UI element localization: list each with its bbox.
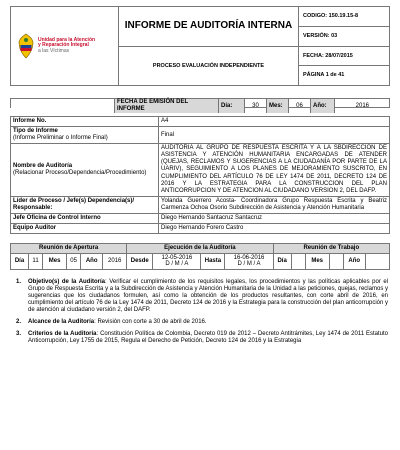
work-day [291, 254, 305, 270]
list-item: 2. Alcance de la Auditoría: Revisión con corte a 30 de abril de 2016. [16, 319, 207, 326]
work-day-label: Día [273, 254, 291, 270]
control-chief-label: Jefe Oficina de Control Interno [11, 213, 159, 223]
execution-from-label: Desde [127, 254, 153, 270]
report-number-label: Informe No. [11, 117, 159, 127]
doc-page: PÁGINA 1 de 41 [303, 72, 345, 79]
audit-name: AUDITORIA AL GRUPO DE RESPUESTA ESCRITA Y A LA SBDIRECCION DE ASISTENCIA Y ATENCIÓN HUMANITARIA ENCARGADAS DE ATENDER (QUEJAS, RECLAMOS Y SUGERENCIAS A LA CIUDADANÍA POR PARTE DE LA UARIV), SEGUIMIENTO A LOS PLANES DE MEJORAMIENTO SUSCRITO, EN CUMPLIMIENTO DEL ARTÍCULO 76 DE LEY 1474 DE 2011, DECRETO 124 DE 2016 Y LA ESTRATEGIA PARA LA CONSTRUCCION DEL PLAN ANTICORRUPCION Y DE ATENCION AL CIUDADANO VERSION 2, DEL DAFP. [159, 144, 390, 197]
table-row [11, 244, 390, 254]
report-type-label: Tipo de Informe (Informe Preliminar o Informe Final) [11, 127, 159, 144]
logo-text: Unidad para la Atención y Reparación Integral a las Víctimas [38, 36, 96, 54]
emission-day: 30 [245, 99, 267, 113]
title-cell [119, 7, 299, 85]
opening-meeting-header: Reunión de Apertura [11, 244, 127, 254]
report-info-table [10, 116, 390, 234]
document-header [10, 6, 390, 86]
opening-year-label: Año [81, 254, 103, 270]
emission-month-label: Mes: [267, 99, 289, 113]
work-meeting-header: Reunión de Trabajo [273, 244, 389, 254]
list-item: 1. Objetivo(s) de la Auditoría: Verificar el cumplimiento de los requisitos legales, los procedimientos y las políticas aplicables por el Grupo de Respuesta Escrita y a la Subdirección de Asistencia y Atención Humanitaria de la Unidad a las peticiones, quejas, reclamos y sugerencias que los ciudadanos formulen, así como la obtención de los productos resultantes, con corte abril de 2016, en cumplimiento del artículo 76 de la Ley 1474 de 2011, Decreto 124 de 2016 y la Estrategia para la construcción del plan anticorrupción y de atención al ciudadano versión 2, del DAFP. [16, 278, 388, 314]
document-title: INFORME DE AUDITORÍA INTERNA [119, 7, 298, 47]
table-row [11, 224, 390, 234]
audit-details-list [10, 279, 390, 346]
work-year-label: Año [343, 254, 365, 270]
opening-day: 11 [29, 254, 43, 270]
report-number: A4 [159, 117, 390, 127]
audit-execution-header: Ejecución de la Auditoría [127, 244, 273, 254]
emission-year-label: Año: [311, 99, 335, 113]
table-row [11, 144, 390, 197]
execution-to: 16-06-2016 D / M / A [225, 254, 273, 270]
audit-team-label: Equipo Auditor [11, 224, 159, 234]
audit-dates-table [10, 243, 390, 270]
doc-version: VERSIÓN: 03 [299, 27, 389, 47]
emission-year: 2016 [355, 102, 369, 109]
logo-cell [11, 7, 119, 85]
emission-date-bar [10, 98, 390, 113]
list-item: 3. Criterios de la Auditoría: Constitución Política de Colombia, Decreto 019 de 2012 – Decreto Antitrámites, Ley 1474 de 2011 Estatuto Anticorrupción, Ley 1755 de 2015, Regula el Derecho de Petición, Decreto 124 de 2016 y la Estrategia [16, 331, 388, 345]
opening-month-label: Mes [43, 254, 67, 270]
table-row [11, 127, 390, 144]
process-leader-label: Líder de Proceso / Jefe(s) Dependencia(s)/ Responsable: [11, 196, 159, 213]
emission-month: 06 [289, 99, 311, 113]
emission-spacer [11, 99, 115, 113]
table-row [11, 254, 390, 270]
document-meta [299, 7, 389, 85]
table-row [11, 196, 390, 213]
audit-name-label: Nombre de Auditoría (Relacionar Proceso/Dependencia/Procedimiento) [11, 144, 159, 197]
work-year [365, 254, 389, 270]
doc-date: FECHA: 28/07/2015 [299, 47, 389, 67]
doc-code: CODIGO: 150.19.15-8 [299, 7, 389, 27]
control-chief: Diego Hernando Santacruz Santacruz [159, 213, 390, 223]
emission-label: FECHA DE EMISIÓN DEL INFORME [115, 99, 219, 113]
report-type: Final [159, 127, 390, 144]
emission-day-label: Día: [219, 99, 245, 113]
opening-day-label: Día [11, 254, 29, 270]
work-month [329, 254, 343, 270]
opening-month: 05 [67, 254, 81, 270]
execution-from: 12-05-2016 D / M / A [153, 254, 201, 270]
table-row [11, 117, 390, 127]
process-name: PROCESO EVALUACIÓN INDEPENDIENTE [152, 62, 265, 69]
execution-to-label: Hasta [201, 254, 225, 270]
table-row [11, 213, 390, 223]
colombia-coat-of-arms-icon [17, 33, 35, 59]
opening-year: 2016 [103, 254, 127, 270]
process-leader: Yolanda Guerrero Acosta- Coordinadora Grupo Respuesta Escrita y Beatriz Carmenza Ochoa Osorio Subdirección de Asistencia y Atención Humanitaria [159, 196, 390, 213]
audit-team: Diego Hernando Forero Castro [159, 224, 390, 234]
work-month-label: Mes [305, 254, 329, 270]
